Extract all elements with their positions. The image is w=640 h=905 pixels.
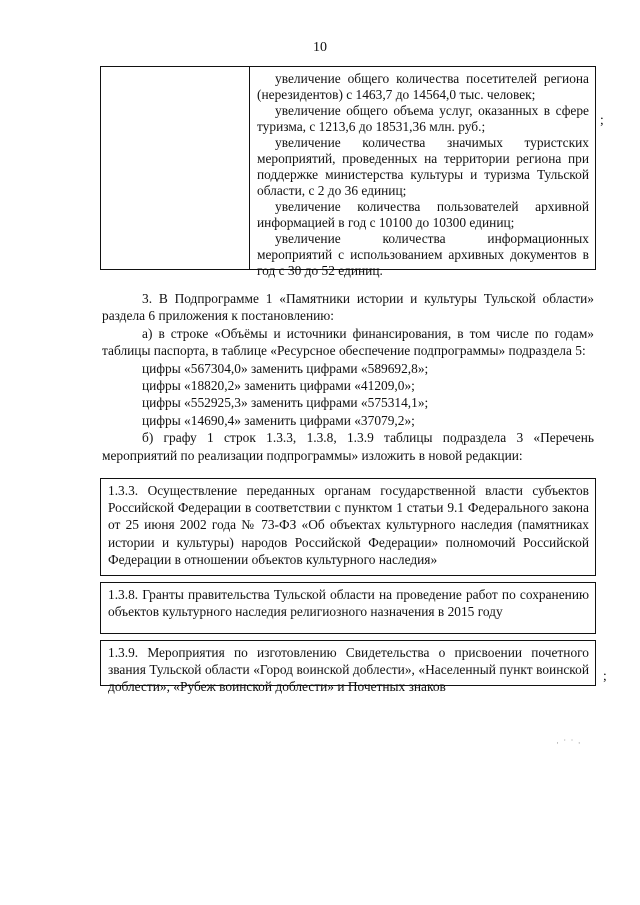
item-1-3-3-text: 1.3.3. Осуществление переданных органам государственной власти субъектов Российской Федерации в соответствии с пунктом 1 статьи 9.1 Федерального закона от 25 июня 2002 года № 73-ФЗ «Об объектах культурного наследия (памятниках истории и культуры) народов Российской Федерации» полномочий Российской Федерации в отношении объектов культурного наследия» bbox=[108, 483, 589, 567]
replacement-line: цифры «14690,4» заменить цифрами «37079,2»; bbox=[142, 412, 415, 428]
indicators-table bbox=[100, 66, 596, 278]
paragraph-3: 3. В Подпрограмме 1 «Памятники истории и культуры Тульской области» раздела 6 приложения к постановлению: bbox=[102, 291, 594, 324]
paragraph-b: б) графу 1 строк 1.3.3, 1.3.8, 1.3.9 таблицы подраздела 3 «Перечень мероприятий по реализации подпрограммы» изложить в новой редакции: bbox=[102, 430, 594, 463]
replacement-line: цифры «18820,2» заменить цифрами «41209,0»; bbox=[142, 378, 415, 394]
replacement-line: цифры «567304,0» заменить цифрами «589692,8»; bbox=[142, 360, 429, 376]
paragraph-a: а) в строке «Объёмы и источники финансирования, в том числе по годам» таблицы паспорта, в таблице «Ресурсное обеспечение подпрограммы» подраздела 5: bbox=[102, 325, 594, 359]
item-1-3-9-text: 1.3.9. Мероприятия по изготовлению Свидетельства о присвоении почетного звания Тульской области «Город воинской доблести», «Населенный пункт воинской доблести», «Рубеж воинской доблести» и Почетных знаков bbox=[108, 645, 589, 695]
indicator-item: увеличение общего количества посетителей региона (нерезидентов) с 1463,7 до 14564,0 тыс. человек; bbox=[257, 71, 589, 102]
page-number: 10 bbox=[313, 40, 327, 55]
table-right-cell bbox=[250, 67, 595, 278]
indicator-item: увеличение общего объема услуг, оказанных в сфере туризма, с 1213,6 до 18531,36 млн. руб.; bbox=[257, 103, 589, 134]
amendment-text bbox=[102, 290, 594, 464]
indicator-item: увеличение количества значимых туристских мероприятий, проведенных на территории региона при поддержке министерства культуры и туризма Тульской области, с 2 до 36 единиц; bbox=[257, 135, 589, 198]
table-semicolon: ; bbox=[600, 112, 604, 127]
table-left-cell bbox=[101, 67, 250, 269]
indicator-item: увеличение количества пользователей архивной информацией в год с 10100 до 10300 единиц; bbox=[257, 199, 589, 230]
item-1-3-8-text: 1.3.8. Гранты правительства Тульской области на проведение работ по сохранению объектов культурного наследия религиозного назначения в 2015 году bbox=[108, 587, 589, 620]
replacement-line: цифры «552925,3» заменить цифрами «575314,1»; bbox=[142, 395, 429, 411]
item-1-3-8-box bbox=[100, 582, 596, 634]
boxes-semicolon: ; bbox=[603, 668, 607, 683]
item-1-3-3-box bbox=[100, 478, 596, 576]
indicator-item: увеличение количества информационных мероприятий с использованием архивных документов в год с 30 до 52 единиц. bbox=[257, 231, 589, 278]
item-1-3-9-box bbox=[100, 640, 596, 695]
scan-artifact: · ˙ ˙ · bbox=[556, 738, 582, 748]
